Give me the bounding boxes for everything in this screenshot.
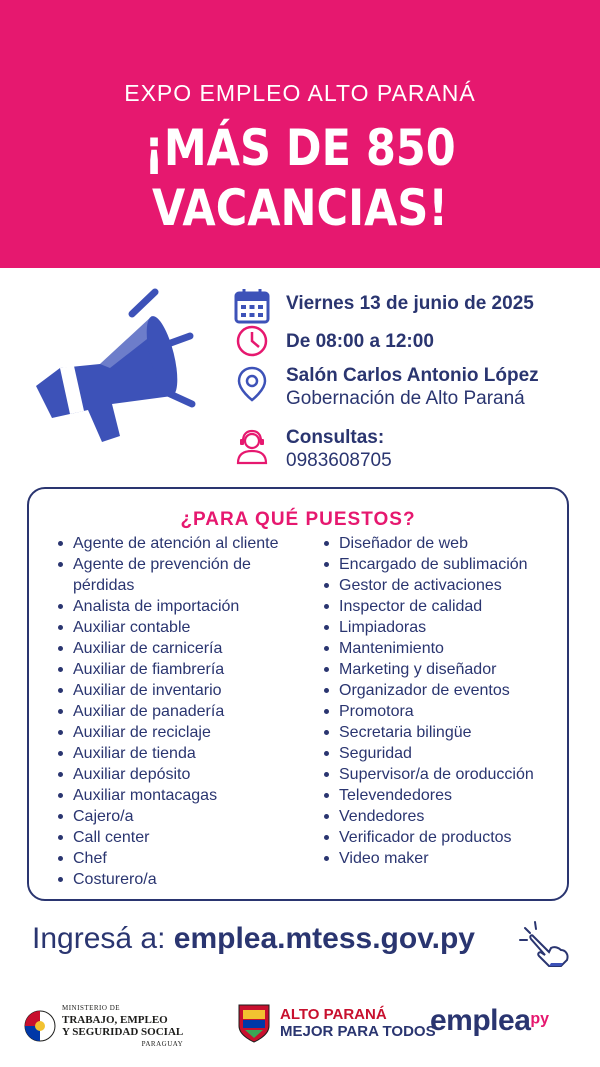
list-item: Auxiliar de tienda (55, 743, 305, 764)
alto-line-1: ALTO PARANÁ (280, 1006, 387, 1023)
list-item: Auxiliar de fiambrería (55, 659, 305, 680)
list-item: Call center (55, 827, 305, 848)
venue-sub: Gobernación de Alto Paraná (286, 388, 525, 409)
ministerio-line-2: TRABAJO, EMPLEO (62, 1014, 168, 1026)
alto-parana-logo (236, 1002, 436, 1044)
info-date (232, 286, 534, 326)
list-item: Chef (55, 848, 305, 869)
contact-label: Consultas: (286, 427, 385, 448)
list-item: Auxiliar de carnicería (55, 638, 305, 659)
list-item: Vendedores (321, 806, 566, 827)
list-item: Auxiliar contable (55, 617, 305, 638)
list-item: Video maker (321, 848, 566, 869)
list-item: Analista de importación (55, 596, 305, 617)
list-item: Verificador de productos (321, 827, 566, 848)
list-item: Promotora (321, 701, 566, 722)
emplea-wordmark: emplea (430, 1004, 531, 1037)
event-subtitle: EXPO EMPLEO ALTO PARANÁ (124, 80, 476, 106)
headline-line-2: VACANCIAS! (152, 179, 448, 237)
cta-line (32, 922, 475, 956)
clock-icon (232, 321, 272, 361)
ministerio-line-3: Y SEGURIDAD SOCIAL (62, 1026, 184, 1038)
positions-list-right (321, 533, 566, 869)
list-item: Auxiliar de panadería (55, 701, 305, 722)
headline-line-1: ¡MÁS DE 850 (144, 119, 456, 177)
calendar-icon (232, 286, 272, 326)
contact-phone[interactable]: 0983608705 (286, 450, 392, 471)
header-banner (0, 0, 600, 268)
list-item: Agente de atención al cliente (55, 533, 305, 554)
list-item: Inspector de calidad (321, 596, 566, 617)
list-item: Secretaria bilingüe (321, 722, 566, 743)
headset-user-icon (232, 426, 272, 466)
pointing-hand-icon (515, 918, 575, 968)
positions-list-left (55, 533, 305, 890)
ministerio-line-4: PARAGUAY (141, 1040, 184, 1048)
list-item: Supervisor/a de oroducción (321, 764, 566, 785)
venue-name: Salón Carlos Antonio López (286, 365, 539, 386)
info-contact (232, 426, 392, 472)
info-venue (232, 364, 539, 410)
event-time: De 08:00 a 12:00 (286, 331, 434, 352)
ministerio-line-1: MINISTERIO DE (62, 1004, 121, 1012)
megaphone-icon (22, 286, 222, 466)
list-item: Seguridad (321, 743, 566, 764)
positions-title: ¿PARA QUÉ PUESTOS? (180, 509, 416, 530)
list-item: Organizador de eventos (321, 680, 566, 701)
emplea-suffix: py (530, 1010, 550, 1028)
list-item: Marketing y diseñador (321, 659, 566, 680)
cta-prefix: Ingresá a: (32, 922, 174, 955)
paraguay-seal-icon (24, 1010, 56, 1042)
list-item: Mantenimiento (321, 638, 566, 659)
list-item: Gestor de activaciones (321, 575, 566, 596)
list-item: Auxiliar de reciclaje (55, 722, 305, 743)
list-item: Televendedores (321, 785, 566, 806)
list-item: Cajero/a (55, 806, 305, 827)
list-item: Encargado de sublimación (321, 554, 566, 575)
ministerio-logo (24, 1002, 183, 1050)
list-item: Diseñador de web (321, 533, 566, 554)
alto-line-2: MEJOR PARA TODOS (280, 1023, 436, 1040)
list-item: Auxiliar de inventario (55, 680, 305, 701)
list-item: Agente de prevención de pérdidas (55, 554, 305, 596)
alto-parana-shield-icon (236, 1002, 272, 1044)
event-date: Viernes 13 de junio de 2025 (286, 293, 534, 314)
positions-card (27, 487, 569, 901)
emplea-logo (430, 1004, 549, 1038)
cta-url-link[interactable]: emplea.mtess.gov.py (173, 922, 475, 955)
list-item: Limpiadoras (321, 617, 566, 638)
headline (42, 118, 558, 238)
list-item: Auxiliar montacagas (55, 785, 305, 806)
list-item: Costurero/a (55, 869, 305, 890)
list-item: Auxiliar depósito (55, 764, 305, 785)
info-time (232, 321, 434, 361)
location-pin-icon (232, 364, 272, 404)
